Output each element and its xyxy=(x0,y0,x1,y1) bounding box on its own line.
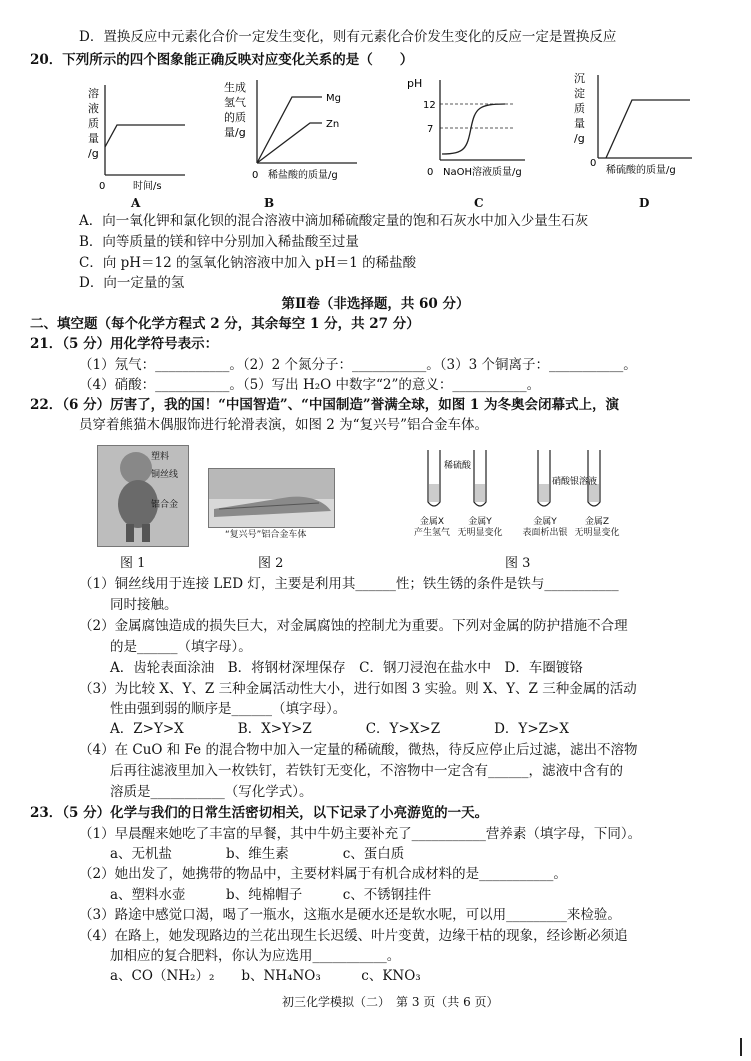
graph-b-origin: 0 xyxy=(252,170,259,181)
q23-part4-b: 加相应的复合肥料，你认为应选用___________。 xyxy=(110,948,401,964)
q21-line1: （1）氖气：___________。（2）2 个氮分子：___________。（3）3 个铜离子：___________。 xyxy=(79,357,637,373)
graph-b-xlabel: 稀盐酸的质量/g xyxy=(268,170,338,181)
graph-b xyxy=(222,75,362,200)
q21-line2: （4）硝酸：___________。（5）写出 H₂O 中数字“2”的意义：___________。 xyxy=(79,377,541,393)
graph-c-origin: 0 xyxy=(427,167,434,178)
graph-c-label: C xyxy=(474,196,484,210)
series-mg: Mg xyxy=(326,93,341,104)
fig1-label-alloy: 铝合金 xyxy=(151,500,179,510)
q22-part2-options: A．齿轮表面涂油 B．将钢材深埋保存 C．钢刀浸泡在盐水中 D．车圈镀铬 xyxy=(110,660,583,676)
graph-d-label: D xyxy=(639,196,650,210)
fig3-obs-y: 无明显变化 xyxy=(457,528,503,538)
fig3-metal-y2: 金属Y xyxy=(533,517,557,527)
graph-d-xlabel: 稀硫酸的质量/g xyxy=(606,165,676,176)
svg-text:量: 量 xyxy=(574,117,585,130)
svg-text:量/g: 量/g xyxy=(224,126,246,139)
figure-2-image xyxy=(208,468,335,528)
fig1-label-plastic: 塑料 xyxy=(151,452,170,462)
q22-part4-b: 后再往滤液里加入一枚铁钉，若铁钉无变化，不溶物中一定含有______，滤液中含有的 xyxy=(110,763,623,779)
q22-part3-b: 性由强到弱的顺序是______（填字母）。 xyxy=(110,701,347,717)
graph-d-origin: 0 xyxy=(590,158,597,169)
figure-3-tubes xyxy=(410,448,660,518)
part-two-heading: 二、填空题（每个化学方程式 2 分，其余每空 1 分，共 27 分） xyxy=(30,316,420,332)
q20-option-a: A．向一氧化钾和氯化钡的混合溶液中滴加稀硫酸定量的饱和石灰水中加入少量生石灰 xyxy=(79,213,589,229)
svg-text:溶: 溶 xyxy=(88,87,99,100)
fig3-metal-y: 金属Y xyxy=(468,517,492,527)
q22-part2-a: （2）金属腐蚀造成的损失巨大，对金属腐蚀的控制尤为重要。下列对金属的防护措施不合理 xyxy=(79,618,628,634)
q20-option-d: D．向一定量的氢 xyxy=(79,275,185,291)
q20-option-b: B．向等质量的镁和锌中分别加入稀盐酸至过量 xyxy=(79,234,359,250)
q22-part3-a: （3）为比较 X、Y、Z 三种金属活动性大小，进行如图 3 实验。则 X、Y、Z 三种金属的活动 xyxy=(79,681,637,697)
figure-1-image xyxy=(97,445,189,547)
q20-stem: 20．下列所示的四个图象能正确反映对应变化关系的是（ ） xyxy=(30,52,414,68)
graph-c-ylabel: pH xyxy=(407,77,423,90)
q22-part4-a: （4）在 CuO 和 Fe 的混合物中加入一定量的稀硫酸，微热，待反应停止后过滤，滤出不溶物 xyxy=(79,742,638,758)
graph-d xyxy=(570,70,710,195)
q22-part1-b: 同时接触。 xyxy=(110,597,178,613)
fig2-caption: 图 2 xyxy=(258,556,284,571)
page-footer: 初三化学模拟（二） 第 3 页（共 6 页） xyxy=(282,995,499,1009)
svg-text:/g: /g xyxy=(88,147,99,160)
svg-text:液: 液 xyxy=(88,102,99,115)
fig2-text: “复兴号”铝合金车体 xyxy=(225,530,307,540)
graph-a-origin: 0 xyxy=(99,181,106,192)
q23-part2-options: a、塑料水壶 b、纯棉帽子 c、不锈钢挂件 xyxy=(110,887,432,903)
fig3-metal-x: 金属X xyxy=(419,517,445,527)
series-zn: Zn xyxy=(326,119,340,130)
tick-7: 7 xyxy=(427,124,434,135)
fig3-caption: 图 3 xyxy=(505,556,531,571)
q21-stem: 21．（5 分）用化学符号表示： xyxy=(30,336,219,352)
tick-12: 12 xyxy=(423,100,436,111)
svg-text:生成: 生成 xyxy=(224,81,246,94)
graph-c xyxy=(395,72,535,197)
q23-part1-options: a、无机盐 b、维生素 c、蛋白质 xyxy=(110,846,405,862)
svg-text:质: 质 xyxy=(574,102,585,115)
fig3-obs-y2: 表面析出银 xyxy=(522,528,568,538)
svg-text:质: 质 xyxy=(88,117,99,130)
svg-text:的质: 的质 xyxy=(224,111,246,124)
section-title: 第Ⅱ卷（非选择题，共 60 分） xyxy=(281,296,470,312)
fig3-metal-z: 金属Z xyxy=(584,517,610,527)
graph-a xyxy=(85,75,225,200)
svg-text:量: 量 xyxy=(88,132,99,145)
fig3-obs-x: 产生氢气 xyxy=(413,528,450,538)
graph-a-xlabel: 时间/s xyxy=(133,181,162,192)
q22-stem-2: 员穿着熊猫木偶服饰进行轮滑表演，如图 2 为“复兴号”铝合金车体。 xyxy=(79,417,488,433)
q22-stem-1: 22．（6 分）厉害了，我的国！“中国智造”、“中国制造”誉满全球，如图 1 为冬奥会闭幕式上，演 xyxy=(30,397,619,413)
q19-option-d: D．置换反应中元素化合价一定发生变化，则有元素化合价发生变化的反应一定是置换反应 xyxy=(79,29,617,45)
q22-part3-options: A．Z>Y>X B．X>Y>Z C．Y>X>Z D．Y>Z>X xyxy=(110,721,569,737)
fig3-silver-label: 硝酸银溶液 xyxy=(552,477,598,487)
graph-c-xlabel: NaOH溶液质量/g xyxy=(443,167,522,178)
graph-a-label: A xyxy=(131,196,141,210)
svg-text:淀: 淀 xyxy=(574,87,585,100)
fig3-acid-label: 稀硫酸 xyxy=(444,461,472,471)
q23-part2: （2）她出发了，她携带的物品中，主要材料属于有机合成材料的是___________。 xyxy=(79,866,567,882)
q20-option-c: C．向 pH＝12 的氢氧化钠溶液中加入 pH＝1 的稀盐酸 xyxy=(79,255,417,271)
graph-b-label: B xyxy=(264,196,275,210)
q22-part2-b: 的是______（填字母）。 xyxy=(110,639,252,655)
q23-part3: （3）路途中感觉口渴，喝了一瓶水，这瓶水是硬水还是软水呢，可以用_________来检验。 xyxy=(79,907,621,923)
svg-text:沉: 沉 xyxy=(574,72,585,85)
q23-part4-a: （4）在路上，她发现路边的兰花出现生长迟缓、叶片变黄，边缘干枯的现象，经诊断必须追 xyxy=(79,928,628,944)
svg-text:氢气: 氢气 xyxy=(224,96,246,109)
fig1-caption: 图 1 xyxy=(120,556,146,571)
q23-part4-options: a、CO（NH₂）₂ b、NH₄NO₃ c、KNO₃ xyxy=(110,968,421,984)
q22-part4-c: 溶质是___________（写化学式）。 xyxy=(110,784,313,800)
q23-stem: 23．（5 分）化学与我们的日常生活密切相关，以下记录了小亮游览的一天。 xyxy=(30,805,489,821)
fig1-label-copper: 铜丝线 xyxy=(151,470,179,480)
q23-part1: （1）早晨醒来她吃了丰富的早餐，其中牛奶主要补充了___________营养素（填字母，下同）。 xyxy=(79,826,642,842)
scan-edge-mark xyxy=(740,1038,742,1056)
svg-text:/g: /g xyxy=(574,132,585,145)
fig3-obs-z: 无明显变化 xyxy=(574,528,620,538)
q22-part1-a: （1）铜丝线用于连接 LED 灯，主要是利用其______性；铁生锈的条件是铁与___________ xyxy=(79,576,619,592)
